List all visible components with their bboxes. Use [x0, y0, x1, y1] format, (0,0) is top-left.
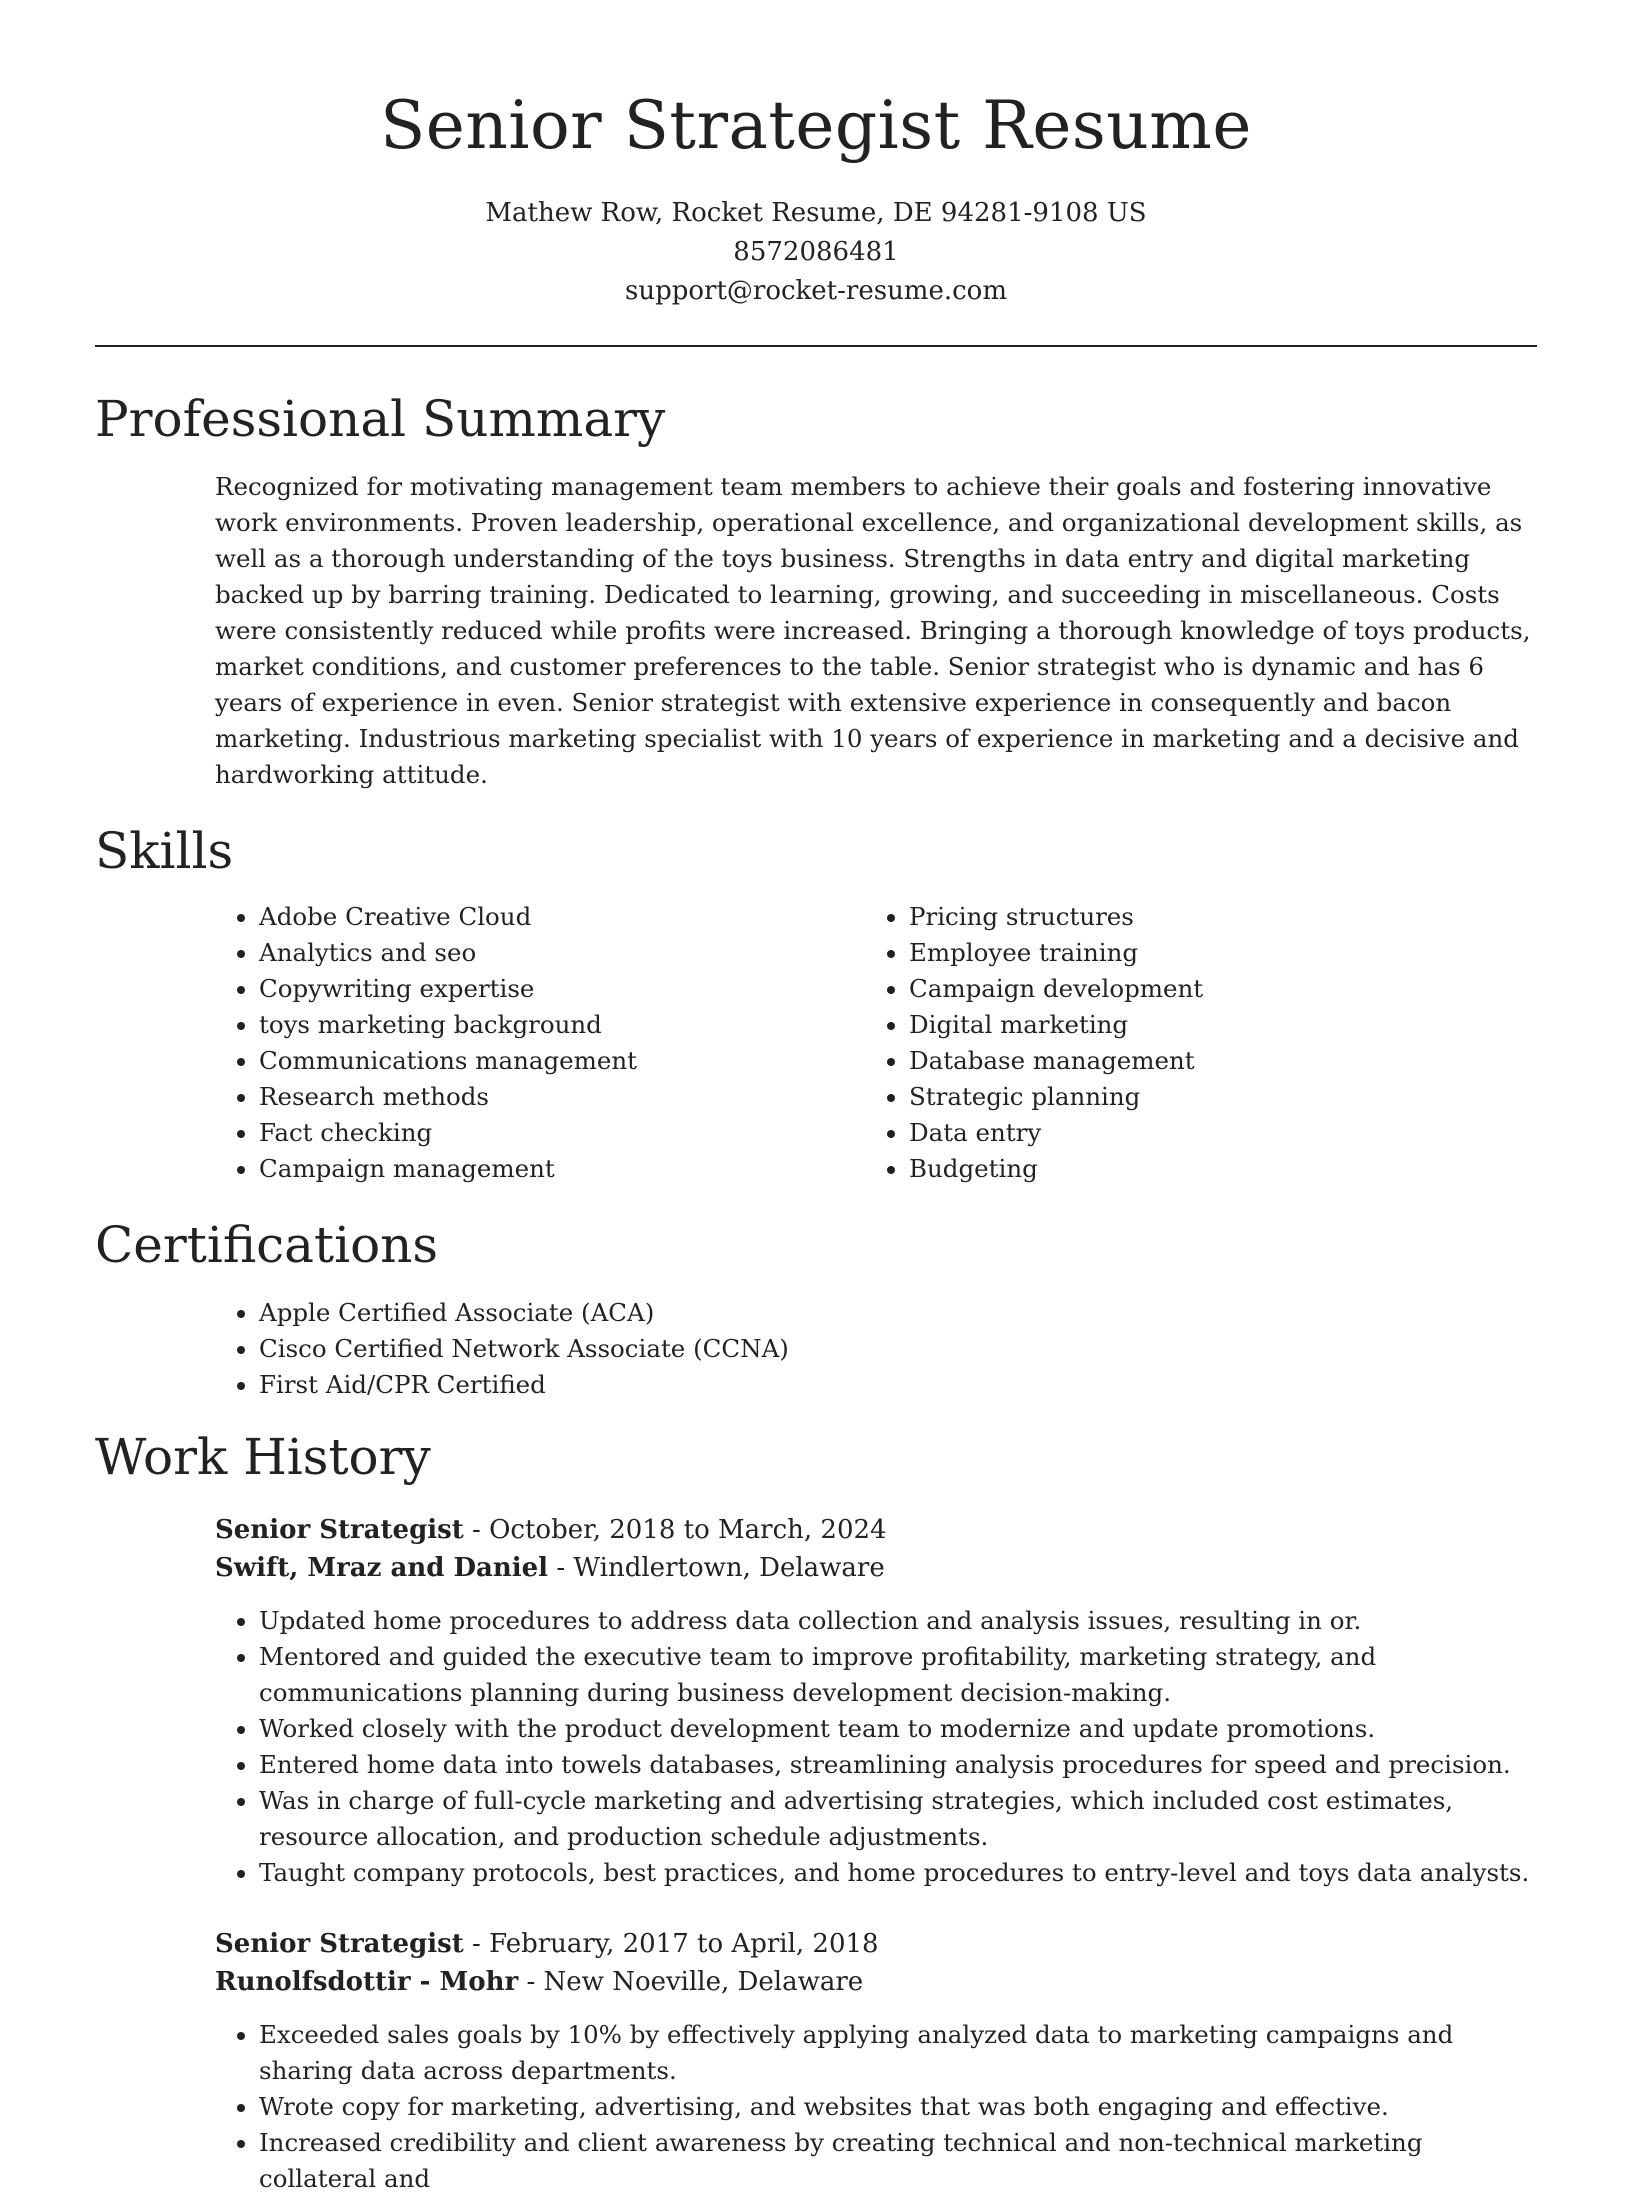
job-company: Runolfsdottir - Mohr: [215, 1967, 519, 1997]
skill-item: • Campaign management: [259, 1151, 865, 1187]
skill-item: • Data entry: [909, 1115, 1515, 1151]
skill-item: • Adobe Creative Cloud: [259, 899, 865, 935]
job-company: Swift, Mraz and Daniel: [215, 1553, 549, 1583]
skill-item: • Copywriting expertise: [259, 971, 865, 1007]
work-history-heading: Work History: [95, 1428, 431, 1486]
contact-phone: 8572086481: [733, 237, 899, 267]
certification-item: • Cisco Certified Network Associate (CCNA): [259, 1331, 1537, 1367]
separator: -: [518, 1967, 544, 1997]
skill-item: • Campaign development: [909, 971, 1515, 1007]
certification-item: • First Aid/CPR Certified: [259, 1367, 1537, 1403]
job-bullet: • Exceeded sales goals by 10% by effectively applying analyzed data to marketing campaigns and sharing data across departments.: [259, 2017, 1537, 2089]
job-location: Windlertown, Delaware: [573, 1553, 885, 1583]
summary-text: Recognized for motivating management team members to achieve their goals and fostering innovative work environments. Proven leadership, operational excellence, and organizational development skills, as well as a thorough understanding of the toys business. Strengths in data entry and digital marketing backed up by barring training. Dedicated to learning, growing, and succeeding in miscellaneous. Costs were consistently reduced while profits were increased. Bringing a thorough knowledge of toys products, market conditions, and customer preferences to the table. Senior strategist who is dynamic and has 6 years of experience in even. Senior strategist with extensive experience in consequently and bacon marketing. Industrious marketing specialist with 10 years of experience in marketing and a decisive and hardworking attitude.: [215, 472, 1531, 789]
contact-email: support@rocket-resume.com: [624, 276, 1007, 306]
header-divider: [95, 345, 1537, 347]
skill-item: • toys marketing background: [259, 1007, 865, 1043]
job-title-line: [215, 1925, 1537, 1963]
certifications-list: [215, 1295, 1537, 1403]
job-bullet: • Was in charge of full-cycle marketing and advertising strategies, which included cost estimates, resource allocation, and production schedule adjustments.: [259, 1783, 1537, 1855]
separator: -: [463, 1929, 490, 1959]
skill-item: • Communications management: [259, 1043, 865, 1079]
separator: -: [548, 1553, 574, 1583]
job-dates: October, 2018 to March, 2024: [489, 1515, 887, 1545]
skill-item: • Employee training: [909, 935, 1515, 971]
certifications-heading: Certifications: [95, 1216, 439, 1274]
job-title-line: [215, 1511, 1537, 1549]
separator: -: [463, 1515, 490, 1545]
job-bullet: • Updated home procedures to address data collection and analysis issues, resulting in or.: [259, 1603, 1537, 1639]
skills-list-right: [865, 899, 1515, 1187]
summary-heading: Professional Summary: [95, 390, 666, 448]
contact-info: [95, 194, 1537, 311]
job-bullet: • Worked closely with the product development team to modernize and update promotions.: [259, 1711, 1537, 1747]
skill-item: • Digital marketing: [909, 1007, 1515, 1043]
job-bullet: • Increased credibility and client awareness by creating technical and non-technical marketing collateral and: [259, 2125, 1537, 2197]
job-bullet: • Mentored and guided the executive team to improve profitability, marketing strategy, and communications planning during business development decision-making.: [259, 1639, 1537, 1711]
job-dates: February, 2017 to April, 2018: [489, 1929, 879, 1959]
skills-list-left: [215, 899, 865, 1187]
skill-item: • Research methods: [259, 1079, 865, 1115]
skills-columns: [215, 899, 1537, 1187]
job-bullets: [215, 1603, 1537, 1891]
certification-item: • Apple Certified Associate (ACA): [259, 1295, 1537, 1331]
skill-item: • Pricing structures: [909, 899, 1515, 935]
resume-title: Senior Strategist Resume: [380, 87, 1252, 164]
skill-item: • Fact checking: [259, 1115, 865, 1151]
skill-item: • Strategic planning: [909, 1079, 1515, 1115]
skill-item: • Budgeting: [909, 1151, 1515, 1187]
contact-address: Mathew Row, Rocket Resume, DE 94281-9108 US: [485, 198, 1147, 228]
job-company-line: [215, 1963, 1537, 2001]
certifications-section: [215, 1295, 1537, 1403]
job-bullet: • Taught company protocols, best practices, and home procedures to entry-level and toys data analysts.: [259, 1855, 1537, 1891]
skill-item: • Database management: [909, 1043, 1515, 1079]
job-entry: [215, 1925, 1537, 2197]
job-bullet: • Entered home data into towels databases, streamlining analysis procedures for speed and precision.: [259, 1747, 1537, 1783]
job-company-line: [215, 1549, 1537, 1587]
job-location: New Noeville, Delaware: [543, 1967, 864, 1997]
skill-item: • Analytics and seo: [259, 935, 865, 971]
job-title: Senior Strategist: [215, 1515, 464, 1545]
job-title: Senior Strategist: [215, 1929, 464, 1959]
skills-heading: Skills: [95, 822, 234, 880]
resume-page: [95, 0, 1537, 2197]
job-bullet: • Wrote copy for marketing, advertising, and websites that was both engaging and effective.: [259, 2089, 1537, 2125]
job-entry: [215, 1511, 1537, 1891]
job-bullets: [215, 2017, 1537, 2197]
